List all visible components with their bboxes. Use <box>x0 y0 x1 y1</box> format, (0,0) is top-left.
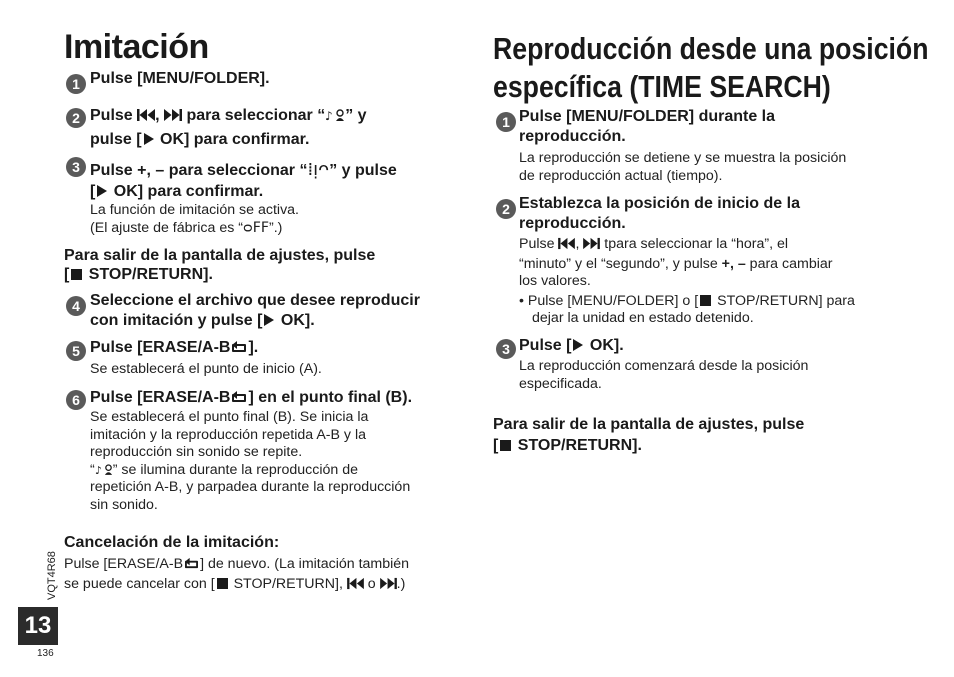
skip-back-icon <box>558 237 575 250</box>
step-1-text: Pulse [MENU/FOLDER]. <box>90 70 270 87</box>
step-number: 2 <box>66 108 86 128</box>
step-4-text: Seleccione el archivo que desee reproducir con imitación y pulse [ OK]. <box>90 292 420 329</box>
right-step-1-note: La reproducción se detiene y se muestra la posición de reproducción actual (tiempo). <box>519 150 847 184</box>
skip-forward-icon <box>583 237 600 250</box>
right-step-1-text: Pulse [MENU/FOLDER] durante la reproducción. <box>519 108 776 145</box>
right-step-3-note: La reproducción comenzará desde la posición especificada. <box>519 358 809 392</box>
stop-icon <box>700 295 711 306</box>
cancel-text: Pulse [ERASE/A-B ] de nuevo. (La imitación también se puede cancelar con [ STOP/RETURN], o .) <box>64 556 410 592</box>
step-number: 2 <box>496 199 516 219</box>
left-exit-instruction: Para salir de la pantalla de ajustes, pulse [ STOP/RETURN]. <box>64 247 376 283</box>
right-title: Reproducción desde una posición específica (TIME SEARCH) <box>493 31 929 104</box>
repeat-icon <box>230 340 248 354</box>
step-6-note: Se establecerá el punto final (B). Se inicia la imitación y la reproducción repetida A-B y la reproducción sin sonido se repite. “ ♪ ” se ilumina durante la reproducción de repetición A-B, y parpadea durante la reproducción sin sonido. <box>90 409 411 513</box>
skip-back-icon <box>347 577 364 590</box>
right-exit-instruction: Para salir de la pantalla de ajustes, pulse [ STOP/RETURN]. <box>493 416 805 454</box>
step-5-note: Se establecerá el punto de inicio (A). <box>90 361 322 377</box>
page-number: 13 <box>18 607 58 645</box>
step-3-text: Pulse +, – para seleccionar “⁞ᴉᴖ” y pulse [ OK] para confirmar. <box>90 159 397 200</box>
step-number: 1 <box>66 74 86 94</box>
step-6-text: Pulse [ERASE/A-B ] en el punto final (B). <box>90 389 413 406</box>
cancel-title: Cancelación de la imitación: <box>64 534 280 551</box>
step-3-note: La función de imitación se activa. (El ajuste de fábrica es “ᴑFF”.) <box>90 202 299 236</box>
model-code: VQT4R68 <box>46 551 58 600</box>
play-icon <box>264 314 274 326</box>
step-number: 3 <box>496 339 516 359</box>
imitation-icon <box>95 463 113 476</box>
play-icon <box>97 185 107 197</box>
stop-icon <box>500 440 511 451</box>
step-number: 3 <box>66 157 86 177</box>
left-title: Imitación <box>64 28 209 66</box>
repeat-icon <box>183 557 200 570</box>
step-2-text: Pulse , para seleccionar “ ♪ ” y pulse [ OK] para confirmar. <box>90 107 367 148</box>
svg-text:♪: ♪ <box>94 463 102 476</box>
play-icon <box>573 339 583 351</box>
display-on-glyph: ⁞ᴉᴖ <box>307 159 330 180</box>
step-number: 1 <box>496 112 516 132</box>
step-number: 5 <box>66 341 86 361</box>
skip-forward-icon <box>380 577 397 590</box>
stop-icon <box>71 269 82 280</box>
skip-forward-icon <box>164 108 182 122</box>
step-number: 4 <box>66 296 86 316</box>
footer-page-number: 136 <box>37 648 54 659</box>
play-icon <box>144 133 154 145</box>
repeat-icon <box>230 390 248 404</box>
step-5-text: Pulse [ERASE/A-B ]. <box>90 339 259 356</box>
right-step-3-text: Pulse [ OK]. <box>519 337 624 354</box>
right-step-2-text: Establezca la posición de inicio de la reproducción. <box>519 195 800 232</box>
step-number: 6 <box>66 390 86 410</box>
stop-icon <box>217 578 228 589</box>
skip-back-icon <box>137 108 155 122</box>
svg-text:♪: ♪ <box>325 109 333 122</box>
right-step-2-note: Pulse , tpara seleccionar la “hora”, el “minuto” y el “segundo”, y pulse +, – para cambiar los valores. • Pulse [MENU/FOLDER] o [ STOP/RETURN] para dejar la unidad en estado detenido. <box>519 236 855 326</box>
imitation-icon <box>325 108 345 122</box>
